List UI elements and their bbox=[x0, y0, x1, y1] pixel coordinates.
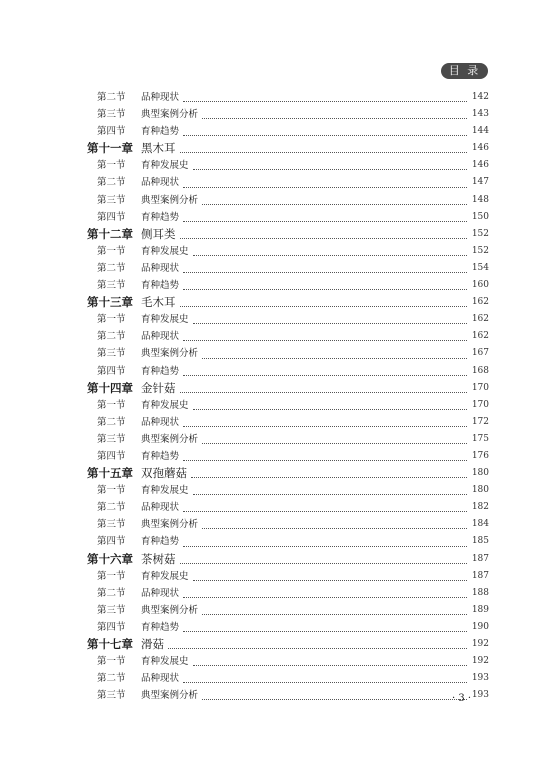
toc-entry-number: 第一节 bbox=[97, 245, 126, 257]
dot-leader bbox=[193, 579, 467, 581]
toc-section-entry[interactable] bbox=[97, 277, 489, 294]
toc-entry-title: 育种发展史 bbox=[141, 314, 189, 326]
toc-entry-title: 滑菇 bbox=[141, 637, 164, 651]
toc-entry-page: 146 bbox=[471, 160, 489, 171]
toc-section-entry[interactable] bbox=[97, 209, 489, 226]
toc-entry-number: 第一节 bbox=[97, 570, 126, 582]
toc-entry-number: 第二节 bbox=[97, 92, 126, 103]
toc-entry-title: 育种趋势 bbox=[141, 621, 180, 633]
toc-entry-title: 品种现状 bbox=[141, 587, 180, 599]
toc-entry-number: 第二节 bbox=[97, 502, 126, 514]
toc-entry-number: 第三节 bbox=[97, 604, 126, 616]
dot-leader bbox=[202, 527, 467, 529]
toc-entry-number: 第二节 bbox=[97, 587, 126, 599]
toc-section-entry[interactable] bbox=[97, 328, 489, 345]
dot-leader bbox=[193, 322, 467, 324]
toc-entry-number: 第一节 bbox=[97, 485, 126, 497]
toc-entry-number: 第四节 bbox=[97, 365, 126, 377]
dot-leader bbox=[202, 203, 467, 205]
toc-entry-page: 193 bbox=[471, 673, 489, 684]
toc-section-entry[interactable] bbox=[97, 448, 489, 465]
toc-entry-page: 184 bbox=[471, 519, 489, 530]
dot-leader bbox=[202, 698, 467, 700]
toc-section-entry[interactable] bbox=[97, 260, 489, 277]
toc-entry-title: 品种现状 bbox=[141, 262, 180, 274]
toc-entry-number: 第十四章 bbox=[87, 380, 133, 395]
toc-entry-title: 育种发展史 bbox=[141, 160, 189, 172]
dot-leader bbox=[183, 545, 467, 547]
toc-entry-page: 180 bbox=[471, 468, 489, 479]
dot-leader bbox=[183, 339, 467, 341]
toc-entry-title: 育种趋势 bbox=[141, 536, 180, 548]
toc-entry-page: 172 bbox=[471, 416, 489, 427]
dot-leader bbox=[183, 186, 467, 188]
toc-entry-page: 167 bbox=[471, 348, 489, 359]
table-of-contents bbox=[87, 89, 489, 704]
dot-leader bbox=[193, 254, 467, 256]
toc-entry-title: 品种现状 bbox=[141, 673, 180, 685]
toc-entry-number: 第一节 bbox=[97, 656, 126, 668]
toc-section-entry[interactable] bbox=[97, 363, 489, 380]
toc-section-entry[interactable] bbox=[97, 397, 489, 414]
toc-entry-title: 育种趋势 bbox=[141, 126, 180, 138]
dot-leader bbox=[183, 596, 467, 598]
toc-entry-title: 典型案例分析 bbox=[141, 690, 199, 702]
toc-entry-number: 第三节 bbox=[97, 433, 126, 445]
toc-entry-number: 第三节 bbox=[97, 519, 126, 531]
toc-entry-number: 第二节 bbox=[97, 262, 126, 274]
toc-chapter-entry[interactable] bbox=[87, 465, 489, 482]
toc-entry-title: 典型案例分析 bbox=[141, 433, 199, 445]
dot-leader bbox=[168, 647, 467, 649]
toc-entry-page: 152 bbox=[471, 245, 489, 256]
toc-section-entry[interactable] bbox=[97, 499, 489, 516]
toc-section-entry[interactable] bbox=[97, 106, 489, 123]
toc-entry-number: 第四节 bbox=[97, 450, 126, 462]
dot-leader bbox=[183, 271, 467, 273]
toc-section-entry[interactable] bbox=[97, 89, 489, 106]
dot-leader bbox=[202, 357, 467, 359]
toc-chapter-entry[interactable] bbox=[87, 226, 489, 243]
toc-section-entry[interactable] bbox=[97, 482, 489, 499]
toc-entry-title: 品种现状 bbox=[141, 416, 180, 428]
toc-entry-number: 第三节 bbox=[97, 109, 126, 121]
toc-entry-page: 162 bbox=[471, 331, 489, 342]
toc-entry-number: 第三节 bbox=[97, 690, 126, 702]
toc-entry-page: 170 bbox=[471, 399, 489, 410]
toc-entry-title: 毛木耳 bbox=[141, 295, 176, 310]
toc-entry-page: 182 bbox=[471, 502, 489, 513]
toc-entry-number: 第十一章 bbox=[87, 141, 133, 156]
toc-section-entry[interactable] bbox=[97, 431, 489, 448]
toc-entry-title: 育种发展史 bbox=[141, 399, 189, 411]
toc-entry-title: 典型案例分析 bbox=[141, 109, 199, 121]
toc-chapter-entry[interactable] bbox=[87, 380, 489, 397]
toc-entry-number: 第四节 bbox=[97, 211, 126, 223]
toc-entry-page: 175 bbox=[471, 433, 489, 444]
toc-section-entry[interactable] bbox=[97, 192, 489, 209]
toc-entry-page: 160 bbox=[471, 280, 489, 291]
toc-entry-number: 第四节 bbox=[97, 126, 126, 138]
toc-entry-page: 190 bbox=[471, 621, 489, 632]
toc-entry-page: 142 bbox=[471, 92, 489, 102]
toc-entry-number: 第二节 bbox=[97, 673, 126, 685]
dot-leader bbox=[202, 442, 467, 444]
dot-leader bbox=[191, 476, 467, 478]
toc-entry-number: 第一节 bbox=[97, 314, 126, 326]
toc-entry-title: 茶树菇 bbox=[141, 551, 176, 566]
toc-entry-page: 180 bbox=[471, 485, 489, 496]
toc-section-entry[interactable] bbox=[97, 516, 489, 533]
toc-entry-title: 品种现状 bbox=[141, 331, 180, 343]
toc-entry-number: 第十三章 bbox=[87, 295, 133, 310]
toc-entry-number: 第四节 bbox=[97, 621, 126, 633]
toc-entry-title: 典型案例分析 bbox=[141, 519, 199, 531]
dot-leader bbox=[193, 664, 467, 666]
dot-leader bbox=[180, 305, 468, 307]
toc-section-entry[interactable] bbox=[97, 243, 489, 260]
toc-entry-page: 192 bbox=[471, 656, 489, 667]
toc-entry-number: 第二节 bbox=[97, 177, 126, 189]
toc-section-entry[interactable] bbox=[97, 653, 489, 670]
toc-entry-number: 第十七章 bbox=[87, 637, 133, 651]
toc-entry-page: 189 bbox=[471, 604, 489, 615]
toc-entry-title: 育种发展史 bbox=[141, 245, 189, 257]
toc-chapter-entry[interactable] bbox=[87, 636, 489, 653]
toc-entry-page: 162 bbox=[471, 297, 489, 308]
toc-entry-number: 第二节 bbox=[97, 416, 126, 428]
dot-leader bbox=[180, 237, 468, 239]
toc-entry-page: 162 bbox=[471, 314, 489, 325]
toc-entry-title: 双孢蘑菇 bbox=[141, 466, 187, 481]
toc-section-entry[interactable] bbox=[97, 414, 489, 431]
toc-section-entry[interactable] bbox=[97, 670, 489, 687]
toc-section-entry[interactable] bbox=[97, 687, 489, 704]
toc-entry-number: 第十五章 bbox=[87, 466, 133, 481]
dot-leader bbox=[183, 459, 467, 461]
toc-entry-title: 育种趋势 bbox=[141, 365, 180, 377]
toc-entry-title: 品种现状 bbox=[141, 502, 180, 514]
dot-leader bbox=[183, 288, 467, 290]
dot-leader bbox=[180, 151, 468, 153]
toc-section-entry[interactable] bbox=[97, 345, 489, 362]
toc-entry-page: 152 bbox=[471, 228, 489, 239]
toc-section-entry[interactable] bbox=[97, 619, 489, 636]
dot-leader bbox=[183, 134, 467, 136]
dot-leader bbox=[193, 168, 467, 170]
dot-leader bbox=[193, 493, 467, 495]
dot-leader bbox=[183, 100, 467, 102]
toc-entry-page: 148 bbox=[471, 194, 489, 205]
toc-entry-number: 第三节 bbox=[97, 348, 126, 360]
dot-leader bbox=[183, 630, 467, 632]
toc-entry-title: 育种趋势 bbox=[141, 280, 180, 292]
toc-section-entry[interactable] bbox=[97, 123, 489, 140]
toc-section-entry[interactable] bbox=[97, 585, 489, 602]
toc-entry-page: 176 bbox=[471, 450, 489, 461]
toc-entry-page: 168 bbox=[471, 365, 489, 376]
toc-entry-number: 第十二章 bbox=[87, 226, 133, 241]
toc-section-entry[interactable] bbox=[97, 157, 489, 174]
toc-entry-title: 品种现状 bbox=[141, 92, 180, 103]
toc-entry-number: 第三节 bbox=[97, 280, 126, 292]
toc-entry-number: 第四节 bbox=[97, 536, 126, 548]
toc-entry-page: 147 bbox=[471, 177, 489, 188]
toc-chapter-entry[interactable] bbox=[87, 551, 489, 568]
dot-leader bbox=[193, 408, 467, 410]
dot-leader bbox=[183, 681, 467, 683]
toc-entry-page: 188 bbox=[471, 587, 489, 598]
toc-entry-title: 黑木耳 bbox=[141, 141, 176, 156]
toc-entry-page: 144 bbox=[471, 126, 489, 137]
toc-entry-title: 育种发展史 bbox=[141, 570, 189, 582]
dot-leader bbox=[202, 613, 467, 615]
toc-header-tab: 目 录 bbox=[441, 63, 488, 79]
toc-entry-page: 170 bbox=[471, 382, 489, 393]
toc-entry-title: 育种趋势 bbox=[141, 450, 180, 462]
toc-entry-title: 侧耳类 bbox=[141, 226, 176, 241]
toc-entry-number: 第一节 bbox=[97, 399, 126, 411]
toc-entry-number: 第一节 bbox=[97, 160, 126, 172]
toc-entry-title: 典型案例分析 bbox=[141, 348, 199, 360]
toc-section-entry[interactable] bbox=[97, 533, 489, 550]
dot-leader bbox=[202, 117, 467, 119]
toc-section-entry[interactable] bbox=[97, 174, 489, 191]
toc-entry-page: 150 bbox=[471, 211, 489, 222]
toc-chapter-entry[interactable] bbox=[87, 294, 489, 311]
dot-leader bbox=[183, 425, 467, 427]
dot-leader bbox=[180, 391, 468, 393]
toc-entry-title: 金针菇 bbox=[141, 380, 176, 395]
toc-chapter-entry[interactable] bbox=[87, 140, 489, 157]
toc-entry-page: 146 bbox=[471, 143, 489, 154]
toc-entry-title: 典型案例分析 bbox=[141, 194, 199, 206]
toc-entry-title: 育种趋势 bbox=[141, 211, 180, 223]
toc-section-entry[interactable] bbox=[97, 311, 489, 328]
toc-entry-page: 143 bbox=[471, 109, 489, 120]
toc-entry-title: 品种现状 bbox=[141, 177, 180, 189]
toc-entry-title: 典型案例分析 bbox=[141, 604, 199, 616]
toc-entry-page: 187 bbox=[471, 553, 489, 564]
toc-entry-number: 第十六章 bbox=[87, 551, 133, 566]
page-number: · 3 · bbox=[452, 693, 472, 704]
toc-entry-number: 第二节 bbox=[97, 331, 126, 343]
toc-section-entry[interactable] bbox=[97, 602, 489, 619]
dot-leader bbox=[183, 220, 467, 222]
toc-entry-page: 187 bbox=[471, 570, 489, 581]
toc-entry-page: 185 bbox=[471, 536, 489, 547]
dot-leader bbox=[183, 374, 467, 376]
toc-entry-page: 193 bbox=[471, 690, 489, 701]
toc-entry-title: 育种发展史 bbox=[141, 656, 189, 668]
toc-entry-title: 育种发展史 bbox=[141, 485, 189, 497]
toc-section-entry[interactable] bbox=[97, 568, 489, 585]
dot-leader bbox=[180, 562, 468, 564]
toc-entry-number: 第三节 bbox=[97, 194, 126, 206]
dot-leader bbox=[183, 510, 467, 512]
toc-entry-page: 154 bbox=[471, 262, 489, 273]
toc-entry-page: 192 bbox=[471, 639, 489, 649]
